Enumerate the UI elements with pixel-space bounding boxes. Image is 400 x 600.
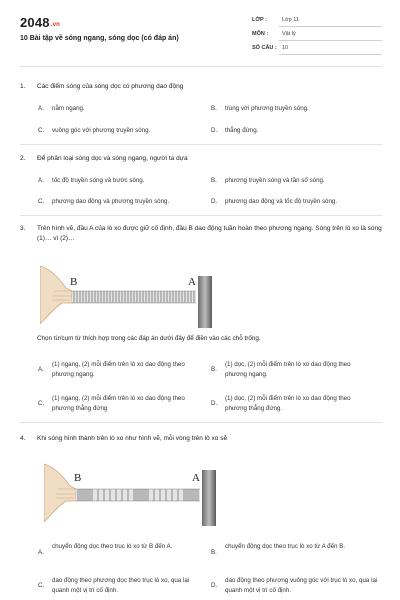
- option-text: nằm ngang.: [52, 105, 85, 112]
- question-number: 4.: [20, 435, 26, 442]
- label-a: A: [192, 472, 200, 484]
- logo-text: 2048: [20, 15, 50, 30]
- option-letter: A.: [38, 366, 44, 373]
- spring-figure-1: [40, 258, 220, 328]
- option-text: (1) ngang, (2) mỗi điểm trên lò xo dao động theo phương thẳng đứng: [52, 395, 185, 412]
- question-text: Để phân loại sóng dọc và sóng ngang, người ta dựa: [37, 155, 188, 162]
- option-letter: B.: [211, 549, 217, 556]
- question-number: 3.: [20, 225, 26, 232]
- label-a: A: [188, 276, 196, 288]
- instruction-text: Chọn từ/cụm từ thích hợp trong các đáp án dưới đây để điền vào các chỗ trống.: [37, 335, 261, 342]
- question-text: Trên hình vẽ, đầu A của lò xo được giữ cố định, đầu B dao động tuần hoàn theo phương ngang. Sóng trên lò xo là sóng (1)… vì (2)…: [37, 225, 382, 242]
- question-text: Các điểm sóng của sóng dọc có phương dao động: [37, 83, 184, 90]
- logo-suffix: .vn: [50, 22, 61, 28]
- option-text: phương dao động và phương truyền sóng.: [52, 198, 170, 205]
- option-text: dao động theo phương vuông góc với trục lò xo, qua lại quanh một vị trí cố định.: [225, 577, 378, 594]
- option-letter: B.: [211, 177, 217, 184]
- meta-subject-value: Vật lý: [282, 31, 296, 37]
- option-letter: A.: [38, 549, 44, 556]
- hand-icon: [40, 266, 72, 324]
- option-letter: A.: [38, 105, 44, 112]
- option-text: chuyển động dọc theo trục lò xo từ A đến B.: [225, 543, 346, 550]
- meta-class: [252, 14, 382, 27]
- option-text: (1) dọc, (2) mỗi điểm trên lò xo dao động theo phương thẳng đứng.: [225, 395, 351, 412]
- option-letter: C.: [38, 400, 45, 407]
- meta-count-key: SỐ CÂU :: [252, 45, 277, 51]
- hand-icon: [44, 464, 76, 522]
- spring-figure-2: [44, 456, 224, 526]
- spring-coil: [72, 291, 196, 303]
- option-letter: B.: [211, 105, 217, 112]
- label-b: B: [70, 276, 78, 288]
- fixed-wall: [198, 276, 212, 328]
- meta-count-value: 10: [282, 45, 289, 51]
- question-divider: [20, 215, 382, 216]
- question-number: 2.: [20, 155, 26, 162]
- meta-class-key: LỚP :: [252, 17, 267, 23]
- meta-underline: [279, 26, 382, 27]
- meta-subject-key: MÔN :: [252, 31, 269, 37]
- option-text: trùng với phương truyền sóng.: [225, 105, 309, 112]
- meta-count: [252, 42, 382, 55]
- page-header: [0, 0, 400, 66]
- question-divider: [20, 144, 382, 145]
- option-text: tốc độ truyền sóng và bước sóng.: [52, 177, 145, 184]
- page-title: 10 Bài tập về sóng ngang, sóng dọc (có đáp án): [20, 35, 179, 42]
- option-text: vuông góc với phương truyền sóng.: [52, 127, 151, 134]
- question-number: 1.: [20, 83, 26, 90]
- fixed-wall: [202, 470, 216, 526]
- option-letter: D.: [211, 127, 218, 134]
- meta-class-value: Lớp 11: [282, 17, 299, 23]
- option-letter: C.: [38, 582, 45, 589]
- meta-underline: [279, 54, 382, 55]
- option-letter: D.: [211, 198, 218, 205]
- option-letter: D.: [211, 582, 218, 589]
- option-text: chuyển động dọc theo trục lò xo từ B đến A.: [52, 543, 173, 550]
- spring-coil: [76, 489, 200, 501]
- option-letter: C.: [38, 127, 45, 134]
- question-divider: [20, 422, 382, 423]
- site-logo[interactable]: [20, 15, 60, 30]
- option-letter: D.: [211, 400, 218, 407]
- meta-subject: [252, 28, 382, 41]
- option-text: thẳng đứng.: [225, 127, 259, 134]
- option-letter: A.: [38, 177, 44, 184]
- header-divider: [20, 66, 382, 67]
- option-text: dao động theo phương dọc theo trục lò xo, qua lại quanh một vị trí cố định.: [52, 577, 190, 594]
- label-b: B: [74, 472, 82, 484]
- option-text: phương truyền sóng và tần số sóng.: [225, 177, 325, 184]
- question-text: Khi sóng hình thành trên lò xo như hình vẽ, mỗi vòng trên lò xo sẽ: [37, 435, 228, 442]
- option-letter: C.: [38, 198, 45, 205]
- option-text: (1) dọc, (2) mỗi điểm trên lò xo dao động theo phương ngang.: [225, 361, 351, 378]
- option-text: (1) ngang, (2) mỗi điểm trên lò xo dao động theo phương ngang.: [52, 361, 185, 378]
- option-text: phương dao động và tốc độ truyền sóng.: [225, 198, 338, 205]
- option-letter: B.: [211, 366, 217, 373]
- meta-underline: [279, 40, 382, 41]
